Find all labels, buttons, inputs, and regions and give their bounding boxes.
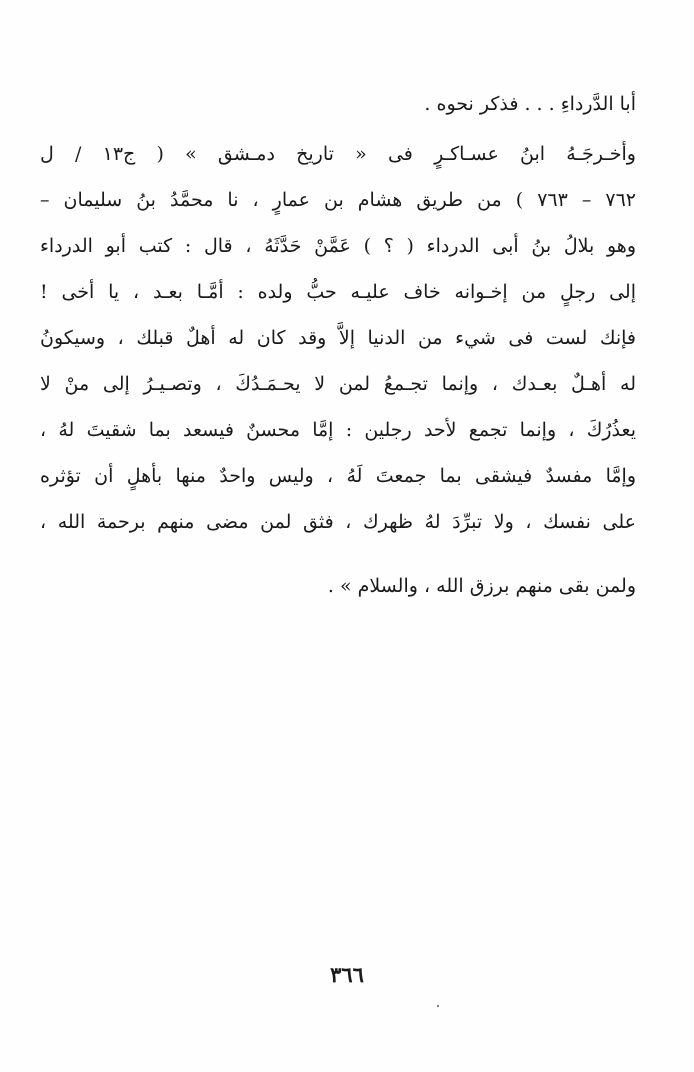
text-line-10: على نفسك ، ولا تبرِّدَ لهُ ظهرك ، فثق لمن مضى منهم برحمة الله ، [40, 511, 636, 533]
text-line-2: وأخـرجَـهُ ابنُ عسـاكـرٍ فى « تاريخ دمـشق » ( ج١٣ / ل [40, 143, 636, 165]
page-number: ٣٦٦ [330, 962, 364, 987]
text-line-8: يعذُرُكَ ، وإنما تجمع لأحد رجلين : إمَّا محسنٌ فيسعد بما شقيتَ لهُ ، [40, 419, 636, 441]
scan-speck [437, 1005, 439, 1007]
text-line-9: وإمَّا مفسدٌ فيشقى بما جمعتَ لَهُ ، وليس واحدٌ منها بأهلٍ أن تؤثره [40, 465, 636, 487]
text-line-5: إلى رجلٍ من إخـوانه خاف عليـه حبُّ ولده : أمَّـا بعـد ، يا أخى ! [40, 281, 636, 303]
text-line-4: وهو بلالُ بنُ أبى الدرداء ( ؟ ) عَمَّنْ حَدَّثَهُ ، قال : كتب أبو الدرداء [40, 235, 636, 257]
text-line-1: أبا الدَّرداءِ . . . فذكر نحوه . [424, 93, 636, 115]
text-line-11: ولمن بقى منهم برزق الله ، والسلام » . [327, 575, 636, 597]
text-line-3: ٧٦٢ – ٧٦٣ ) من طريق هشام بن عمارٍ ، نا محمَّدُ بنُ سليمان – [40, 189, 636, 211]
text-line-6: فإنك لست فى شيء من الدنيا إلاَّ وقد كان له أهلٌ قبلك ، وسيكونُ [40, 327, 636, 349]
text-line-7: له أهـلٌ بعـدك ، وإنما تجـمعُ لمن لا يحـمَـدُكَ ، وتصـيـرُ إلى منْ لا [40, 373, 636, 395]
